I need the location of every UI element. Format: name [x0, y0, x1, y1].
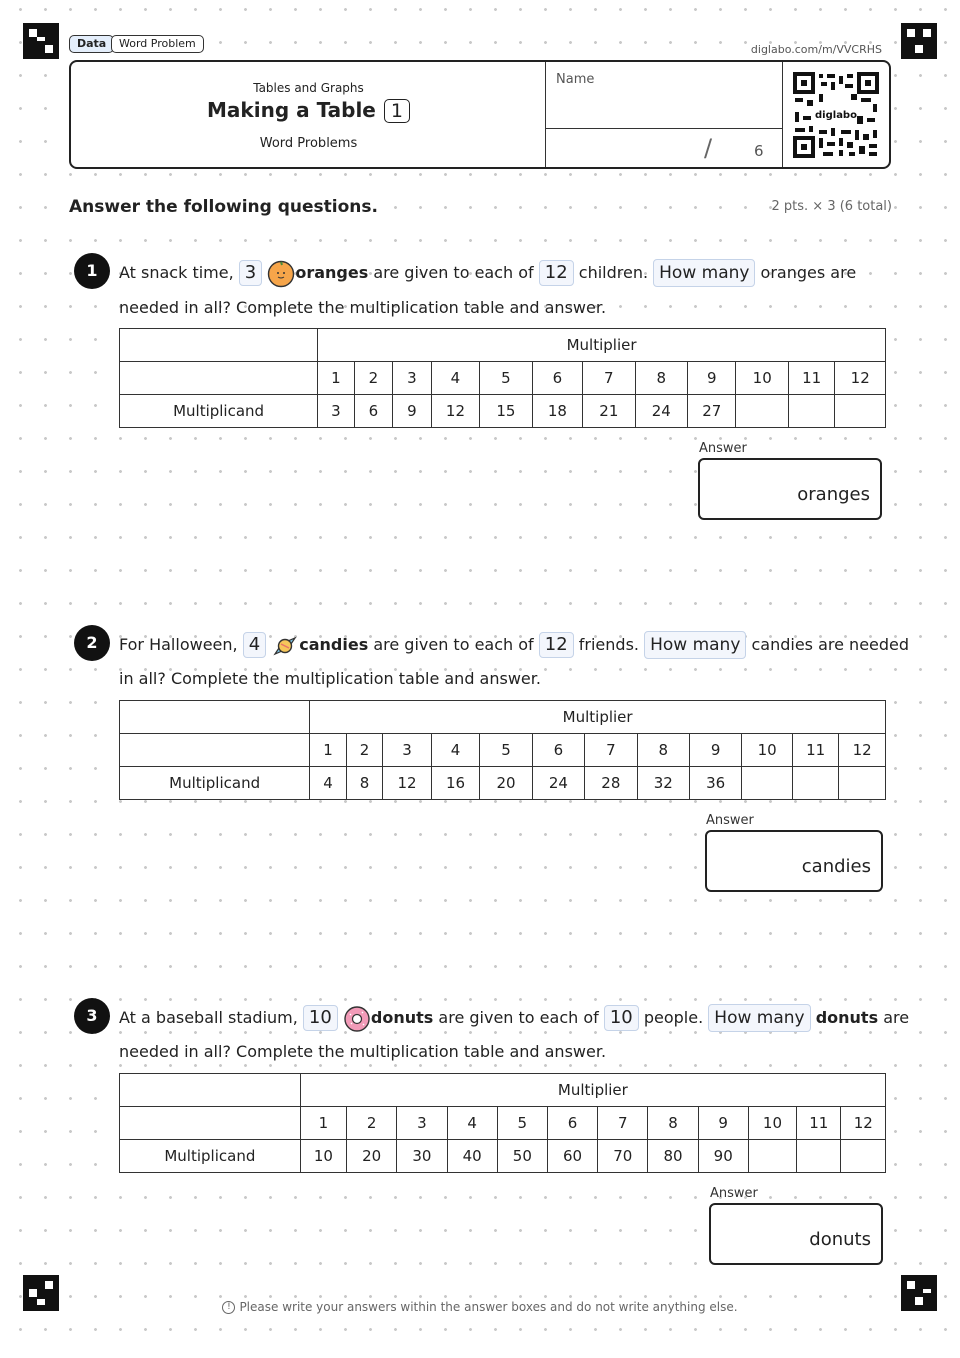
multiplier-cell: 7: [583, 362, 635, 395]
product-cell: 40: [447, 1140, 497, 1173]
product-cell: 80: [648, 1140, 698, 1173]
points-info: 2 pts. × 3 (6 total): [771, 199, 892, 214]
multiplier-cell: 11: [788, 362, 835, 395]
multiplicand-row: [120, 1140, 886, 1173]
question-number: 2: [74, 625, 110, 661]
multiplier-cell: 12: [835, 362, 886, 395]
product-cell: 12: [383, 767, 431, 800]
title-number: 1: [384, 99, 410, 123]
product-cell: 8: [346, 767, 383, 800]
multiplier-cell: 7: [598, 1107, 648, 1140]
question-text-tail: candies are needed: [751, 635, 910, 654]
question-text-line2: needed in all? Complete the multiplication table and answer.: [119, 298, 607, 317]
candy-icon: [271, 632, 299, 660]
multiplier-cell: 6: [532, 734, 584, 767]
multiplier-cell: 3: [397, 1107, 447, 1140]
multiplicand-row: [120, 767, 886, 800]
product-cell: 18: [532, 395, 582, 428]
product-cell: 24: [532, 767, 584, 800]
item-name: oranges: [295, 263, 369, 282]
question-number: 1: [74, 253, 110, 289]
quantity-box: 10: [303, 1005, 338, 1031]
multiplier-cell: 8: [635, 362, 687, 395]
question-text-part: friends.: [578, 635, 639, 654]
multiplier-cell: 10: [736, 362, 788, 395]
multiplier-row: [120, 734, 886, 767]
product-cell: 6: [354, 395, 393, 428]
qr-label: diglabo: [815, 110, 857, 121]
product-cell: 12: [431, 395, 480, 428]
product-cell-blank[interactable]: [792, 767, 839, 800]
multiplier-cell: 3: [393, 362, 432, 395]
multiplier-cell: 2: [354, 362, 393, 395]
page-title: [71, 98, 546, 123]
product-cell: 32: [637, 767, 689, 800]
question-text-line2: needed in all? Complete the multiplication table and answer.: [119, 1042, 607, 1061]
question-text-part: For Halloween,: [119, 635, 238, 654]
multiplier-cell: 8: [648, 1107, 698, 1140]
multiplicand-label: Multiplicand: [120, 767, 310, 800]
multiplier-row: [120, 1107, 886, 1140]
product-cell: 9: [393, 395, 432, 428]
product-cell-blank[interactable]: [742, 767, 792, 800]
product-cell: 36: [689, 767, 741, 800]
worksheet-url[interactable]: diglabo.com/m/VVCRHS: [750, 43, 882, 56]
product-cell: 24: [635, 395, 687, 428]
answer-label: Answer: [699, 441, 747, 456]
multiplicand-label: Multiplicand: [120, 395, 318, 428]
multiplier-cell: 10: [742, 734, 792, 767]
answer-box[interactable]: candies: [705, 830, 883, 892]
multiplier-cell: 7: [585, 734, 637, 767]
question-text-part: children.: [578, 263, 649, 282]
question-text-tail: are: [883, 1008, 910, 1027]
answer-label: Answer: [710, 1186, 758, 1201]
score-total: 6: [754, 142, 764, 160]
product-cell: 10: [300, 1140, 346, 1173]
quantity-box: 4: [243, 632, 266, 658]
footer-note: [0, 1300, 960, 1314]
multiplier-cell: 6: [547, 1107, 597, 1140]
multiplicand-row: [120, 395, 886, 428]
answer-label: Answer: [706, 813, 754, 828]
product-cell: 28: [585, 767, 637, 800]
corner-marker-top-right: [901, 23, 937, 59]
multiplier-cell: 9: [687, 362, 736, 395]
multiplier-cell: 8: [637, 734, 689, 767]
subtitle-label: Word Problems: [259, 136, 358, 151]
question-text-line1: [119, 259, 856, 288]
donut-icon: [343, 1005, 371, 1033]
product-cell-blank[interactable]: [788, 395, 835, 428]
product-cell: 70: [598, 1140, 648, 1173]
product-cell: 50: [497, 1140, 547, 1173]
item-name: donuts: [370, 1008, 434, 1027]
multiplicand-label: Multiplicand: [120, 1140, 301, 1173]
multiplier-cell: 6: [532, 362, 582, 395]
question-text-line1: [119, 1004, 909, 1033]
multiplier-cell: 1: [310, 734, 347, 767]
name-field[interactable]: [545, 62, 783, 167]
product-cell-blank[interactable]: [841, 1140, 886, 1173]
product-cell-blank[interactable]: [839, 767, 886, 800]
multiplier-cell: 9: [698, 1107, 748, 1140]
name-divider: [546, 128, 782, 129]
product-cell: 30: [397, 1140, 447, 1173]
question-text-part: At snack time,: [119, 263, 234, 282]
info-icon: !: [222, 1301, 235, 1314]
product-cell: 20: [480, 767, 532, 800]
multiplier-cell: 4: [431, 734, 479, 767]
instructions: Answer the following questions.: [69, 197, 378, 217]
multiplication-table: [119, 700, 886, 800]
count-box: 12: [539, 632, 574, 658]
question-text-line1: [119, 631, 909, 660]
multiplier-cell: 5: [480, 362, 532, 395]
table-corner-cell: [120, 329, 318, 362]
multiplier-cell: 11: [797, 1107, 841, 1140]
count-box: 12: [539, 260, 574, 286]
multiplier-header: Multiplier: [300, 1074, 885, 1107]
product-cell: 20: [347, 1140, 397, 1173]
product-cell-blank[interactable]: [835, 395, 886, 428]
question-text-tail-bold: donuts: [815, 1008, 879, 1027]
multiplier-header: Multiplier: [310, 701, 886, 734]
multiplication-table: [119, 1073, 886, 1173]
worksheet-header: [69, 60, 891, 169]
product-cell: 16: [431, 767, 479, 800]
product-cell-blank[interactable]: [736, 395, 788, 428]
how-many-box: How many: [644, 631, 746, 659]
corner-marker-top-left: [23, 23, 59, 59]
product-cell: 15: [480, 395, 532, 428]
multiplier-cell: 1: [318, 362, 355, 395]
question-text-tail: oranges are: [760, 263, 857, 282]
question-number: 3: [74, 998, 110, 1034]
title-text: Making a Table: [207, 98, 376, 122]
question-text-part: are given to each of: [373, 635, 534, 654]
multiplier-cell: 2: [346, 734, 383, 767]
count-box: 10: [604, 1005, 639, 1031]
multiplier-header: Multiplier: [318, 329, 886, 362]
multiplier-cell: 9: [689, 734, 741, 767]
multiplier-cell: 4: [431, 362, 480, 395]
multiplier-cell: 10: [748, 1107, 796, 1140]
answer-box[interactable]: donuts: [709, 1203, 883, 1265]
qr-code-icon[interactable]: [793, 72, 879, 158]
multiplier-cell: 12: [841, 1107, 886, 1140]
table-corner-cell: [120, 1074, 301, 1107]
name-label: Name: [556, 72, 595, 87]
score-slash: /: [704, 134, 713, 162]
tag-data: Data: [69, 35, 114, 53]
multiplication-table: [119, 328, 886, 428]
subject-label: Tables and Graphs: [253, 81, 364, 95]
title-block: [71, 62, 546, 167]
product-cell-blank[interactable]: [797, 1140, 841, 1173]
how-many-box: How many: [708, 1004, 810, 1032]
orange-icon: [267, 260, 295, 288]
item-name: candies: [299, 635, 369, 654]
product-cell: 27: [687, 395, 736, 428]
multiplier-cell: 11: [792, 734, 839, 767]
question-text-part: are given to each of: [438, 1008, 599, 1027]
multiplier-cell: 12: [839, 734, 886, 767]
multiplier-cell: 1: [300, 1107, 346, 1140]
table-corner-cell: [120, 701, 310, 734]
multiplier-cell: 2: [347, 1107, 397, 1140]
tag-word-problem: Word Problem: [111, 35, 204, 53]
question-text-part: people.: [643, 1008, 704, 1027]
product-cell: 60: [547, 1140, 597, 1173]
footer-text: Please write your answers within the answer boxes and do not write anything else.: [239, 1300, 738, 1314]
answer-box[interactable]: oranges: [698, 458, 882, 520]
how-many-box: How many: [653, 259, 755, 287]
question-text-part: At a baseball stadium,: [119, 1008, 298, 1027]
multiplier-cell: 4: [447, 1107, 497, 1140]
product-cell: 3: [318, 395, 355, 428]
multiplier-cell: 5: [497, 1107, 547, 1140]
question-text-line2: in all? Complete the multiplication table and answer.: [119, 669, 541, 688]
multiplier-cell: 3: [383, 734, 431, 767]
product-cell: 21: [583, 395, 635, 428]
product-cell-blank[interactable]: [748, 1140, 796, 1173]
multiplier-row: [120, 362, 886, 395]
question-text-part: are given to each of: [373, 263, 534, 282]
quantity-box: 3: [239, 260, 262, 286]
product-cell: 90: [698, 1140, 748, 1173]
multiplier-cell: 5: [480, 734, 532, 767]
product-cell: 4: [310, 767, 347, 800]
